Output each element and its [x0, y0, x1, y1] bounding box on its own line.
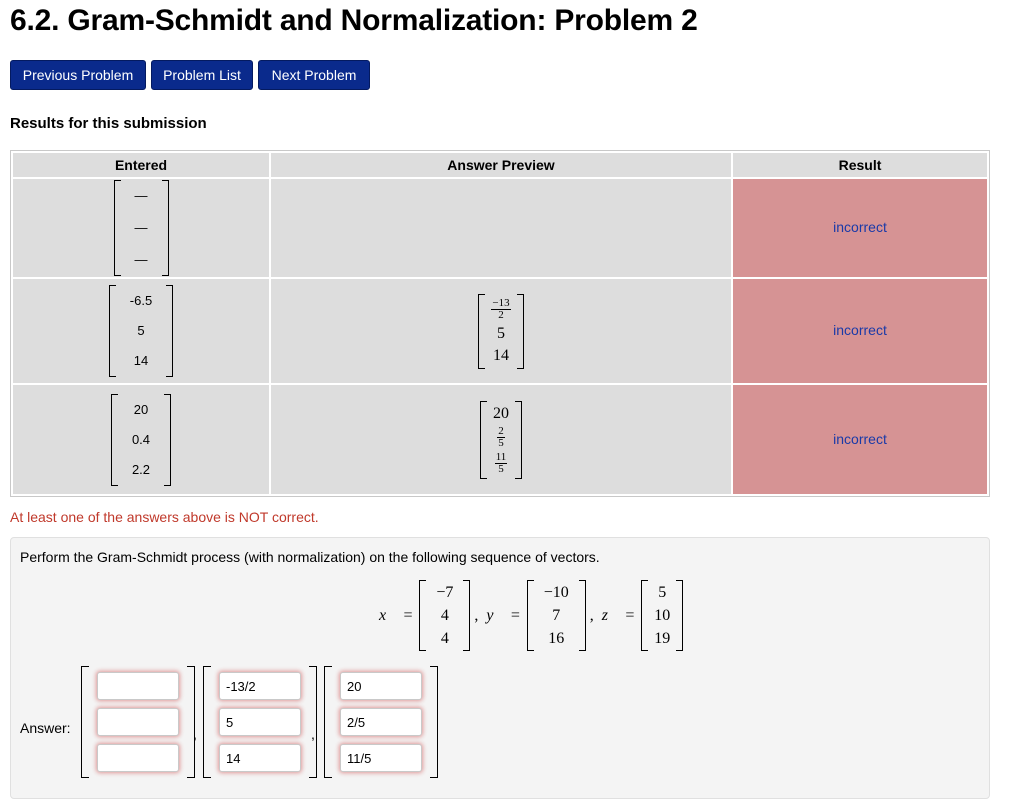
entered-value: 14 [133, 353, 149, 368]
problem-statement: Perform the Gram-Schmidt process (with normalization) on the following sequence of vectors. [20, 549, 600, 565]
answer-input-1-1[interactable] [97, 672, 179, 700]
answer-input-3-3[interactable] [340, 744, 422, 772]
answer-matrix-3 [324, 666, 438, 778]
vector-value: 5 [658, 584, 667, 601]
preview-cell [271, 279, 731, 383]
vector-value: 4 [440, 630, 449, 647]
preview-cell [271, 385, 731, 494]
entered-cell [13, 385, 269, 494]
vector-y [527, 580, 586, 651]
preview-fraction: $\frac{11}{5}$ [495, 450, 507, 475]
page-title: 6.2. Gram-Schmidt and Normalization: Problem 2 [10, 4, 698, 37]
answer-matrix-2 [203, 666, 317, 778]
table-row [13, 179, 987, 277]
preview-cell [271, 179, 731, 277]
entered-value: 20 [133, 401, 149, 417]
answer-label: Answer: [20, 720, 71, 736]
entered-value: -6.5 [129, 293, 153, 308]
vector-display: x⃗ = −7 4 4 , y⃗ = −10 7 16 , z⃗ = 5 10 19 [371, 580, 683, 651]
entered-value: 2.2 [131, 461, 151, 477]
entered-matrix [109, 285, 173, 377]
vector-value: −10 [543, 584, 569, 601]
vector-z [641, 580, 683, 651]
vector-name-x: x⃗ = [379, 606, 414, 624]
vector-value: 19 [654, 630, 671, 647]
header-result: Result [733, 153, 987, 177]
answer-input-2-1[interactable] [219, 672, 301, 700]
answer-matrix-1 [81, 666, 195, 778]
answer-input-3-1[interactable] [340, 672, 422, 700]
entered-matrix [111, 394, 171, 486]
preview-fraction: $\frac{2}{5}$ [498, 424, 504, 449]
result-cell [733, 385, 987, 494]
entered-matrix [114, 180, 169, 276]
problem-panel: Perform the Gram-Schmidt process (with normalization) on the following sequence of vectors. x⃗ = −7 4 4 , y⃗ = −10 7 16 , z⃗ = 5 10 19 Answer: , -13/2 5 14 , 20 2/5 11/5 [10, 537, 990, 799]
preview-value: 20 [493, 404, 509, 422]
answer-input-2-2[interactable] [219, 708, 301, 736]
entered-value: 5 [137, 323, 145, 338]
previous-problem-button[interactable]: Previous Problem [10, 60, 146, 90]
result-status: incorrect [833, 322, 887, 338]
vector-value: 16 [548, 630, 565, 647]
entered-value: 0.4 [131, 431, 151, 447]
entered-cell [13, 179, 269, 277]
result-status: incorrect [833, 430, 887, 447]
vector-value: 4 [440, 607, 449, 624]
next-problem-button[interactable]: Next Problem [258, 60, 370, 90]
vector-value: −7 [436, 584, 454, 601]
vector-name-y: y⃗ = [486, 606, 521, 624]
answer-input-1-2[interactable] [97, 708, 179, 736]
answer-input-1-3[interactable] [97, 744, 179, 772]
warning-message: At least one of the answers above is NOT correct. [10, 509, 319, 525]
problem-list-button[interactable]: Problem List [151, 60, 253, 90]
entered-value: — [134, 252, 148, 267]
header-answer-preview: Answer Preview [271, 153, 731, 177]
preview-matrix [480, 401, 522, 479]
preview-value: 5 [497, 324, 505, 342]
vector-value: 10 [654, 607, 671, 624]
result-cell [733, 179, 987, 277]
answer-input-3-2[interactable] [340, 708, 422, 736]
entered-cell [13, 279, 269, 383]
entered-value: — [134, 220, 148, 235]
vector-x [419, 580, 470, 651]
result-status: incorrect [833, 219, 887, 235]
table-row [13, 385, 987, 494]
vector-name-z: z⃗ = [601, 606, 636, 624]
results-heading: Results for this submission [10, 115, 207, 132]
header-entered: Entered [13, 153, 269, 177]
preview-value: 14 [493, 346, 509, 364]
result-cell [733, 279, 987, 383]
preview-fraction: $\frac{-13}{2}$ [492, 296, 510, 321]
vector-value: 7 [552, 607, 561, 624]
answer-input-2-3[interactable] [219, 744, 301, 772]
preview-matrix [478, 294, 523, 369]
entered-value: — [134, 188, 148, 203]
table-row [13, 279, 987, 383]
results-table [10, 150, 990, 497]
